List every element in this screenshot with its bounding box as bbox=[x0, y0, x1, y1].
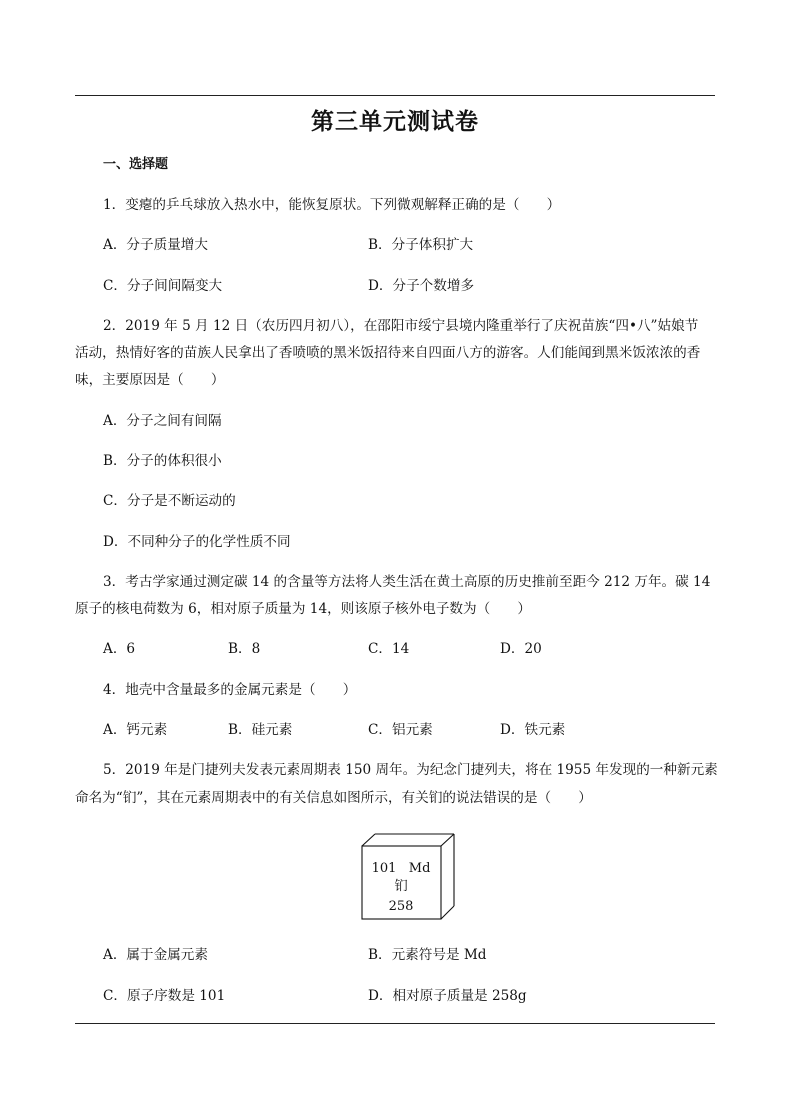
header-rule bbox=[75, 95, 715, 96]
question-3-text-line1: 3．考古学家通过测定碳 14 的含量等方法将人类生活在黄土高原的历史推前至距今 212 万年。碳 14 bbox=[103, 574, 711, 590]
question-3-text-line2: 原子的核电荷数为 6，相对原子质量为 14，则该原子核外电子数为（ ） bbox=[75, 601, 531, 617]
q5-option-a[interactable]: A．属于金属元素 bbox=[103, 947, 208, 963]
element-atomic-number: 101 bbox=[371, 861, 397, 876]
question-5-text-line1: 5．2019 年是门捷列夫发表元素周期表 150 周年。为纪念门捷列夫，将在 1955 年发现的一种新元素 bbox=[103, 762, 718, 778]
question-4-text: 4．地壳中含量最多的金属元素是（ ） bbox=[103, 682, 357, 698]
question-5-text-line2: 命名为“钔”，其在元素周期表中的有关信息如图所示，有关钔的说法错误的是（ ） bbox=[75, 790, 592, 806]
q4-option-a[interactable]: A．钙元素 bbox=[103, 722, 168, 738]
question-2-text-line1: 2．2019 年 5 月 12 日（农历四月初八），在邵阳市绥宁县境内隆重举行了庆祝苗族“四•八”姑娘节 bbox=[103, 318, 699, 334]
q5-option-c[interactable]: C．原子序数是 101 bbox=[103, 988, 226, 1004]
element-atomic-mass: 258 bbox=[388, 899, 414, 914]
q5-option-d[interactable]: D．相对原子质量是 258g bbox=[368, 988, 527, 1004]
section-heading: 一、选择题 bbox=[103, 157, 169, 172]
q1-option-c[interactable]: C．分子间间隔变大 bbox=[103, 278, 223, 294]
footer-rule bbox=[75, 1023, 715, 1024]
page-title: 第三单元测试卷 bbox=[311, 109, 479, 135]
q5-option-b[interactable]: B．元素符号是 Md bbox=[368, 947, 487, 963]
q1-option-a[interactable]: A．分子质量增大 bbox=[103, 237, 208, 253]
q3-option-d[interactable]: D．20 bbox=[500, 641, 542, 657]
q4-option-d[interactable]: D．铁元素 bbox=[500, 722, 566, 738]
question-1-text: 1．变瘪的乒乓球放入热水中，能恢复原状。下列微观解释正确的是（ ） bbox=[103, 197, 561, 213]
q2-option-d[interactable]: D．不同种分子的化学性质不同 bbox=[103, 534, 291, 550]
q3-option-c[interactable]: C．14 bbox=[368, 641, 410, 657]
q1-option-b[interactable]: B．分子体积扩大 bbox=[368, 237, 474, 253]
q3-option-b[interactable]: B．8 bbox=[228, 641, 261, 657]
element-symbol: Md bbox=[408, 861, 431, 876]
question-2-text-line2: 活动，热情好客的苗族人民拿出了香喷喷的黑米饭招待来自四面八方的游客。人们能闻到黑米饭浓浓的香 bbox=[75, 345, 701, 361]
q2-option-a[interactable]: A．分子之间有间隔 bbox=[103, 413, 222, 429]
element-number-symbol bbox=[365, 861, 437, 877]
q2-option-c[interactable]: C．分子是不断运动的 bbox=[103, 493, 236, 509]
q3-option-a[interactable]: A．6 bbox=[103, 641, 136, 657]
q1-option-d[interactable]: D．分子个数增多 bbox=[368, 278, 475, 294]
element-card-figure bbox=[361, 833, 461, 921]
question-2-text-line3: 味，主要原因是（ ） bbox=[75, 372, 225, 388]
q4-option-c[interactable]: C．铝元素 bbox=[368, 722, 433, 738]
q2-option-b[interactable]: B．分子的体积很小 bbox=[103, 453, 222, 469]
element-name: 钔 bbox=[394, 879, 408, 894]
q4-option-b[interactable]: B．硅元素 bbox=[228, 722, 293, 738]
